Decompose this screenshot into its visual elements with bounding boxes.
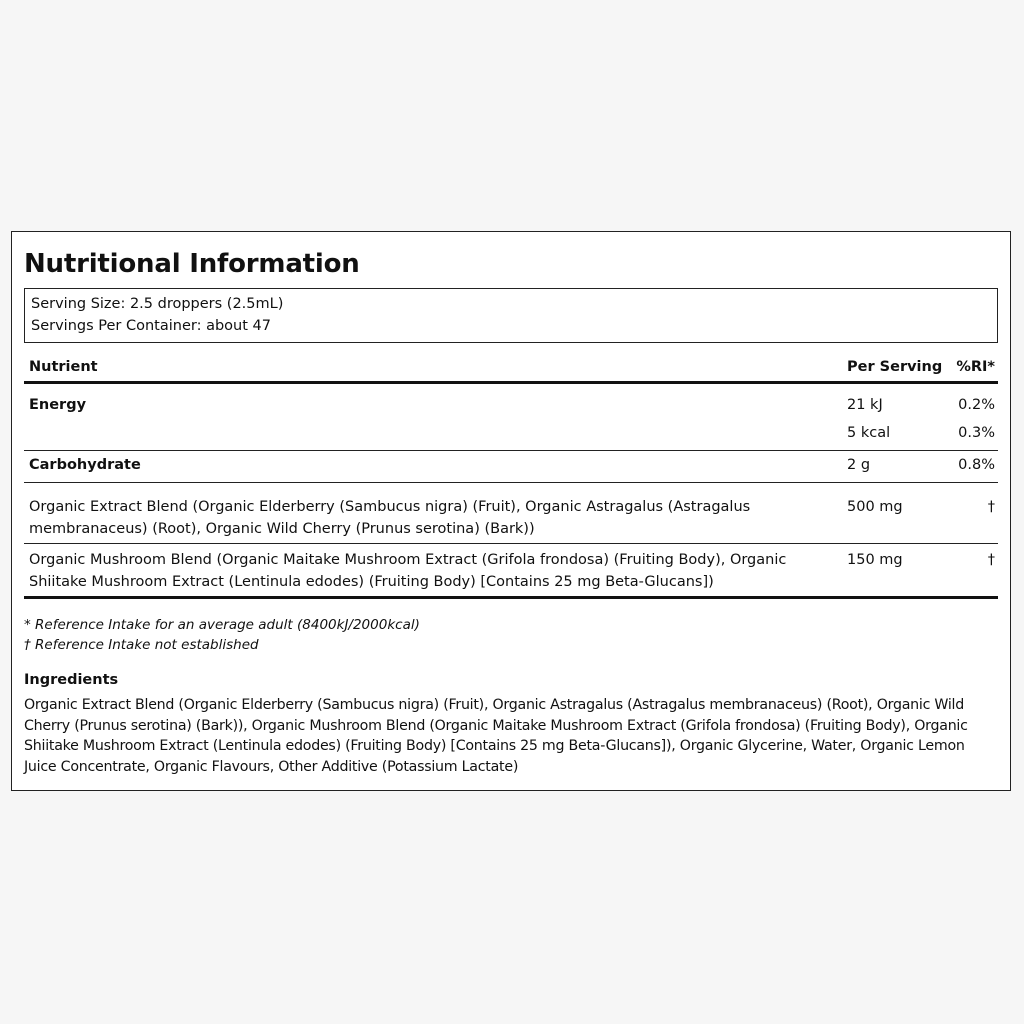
dagger-footnote: † Reference Intake not established — [24, 637, 259, 653]
energy-kcal-value: 5 kcal — [847, 425, 891, 441]
carbohydrate-value: 2 g — [847, 457, 871, 473]
energy-kj-value: 21 kJ — [847, 397, 883, 413]
page-title: Nutritional Information — [24, 249, 360, 279]
extract-blend-ri: † — [987, 499, 995, 515]
serving-info-box — [24, 288, 998, 343]
table-row-extract-blend — [24, 483, 998, 544]
table-row-carbohydrate — [24, 451, 998, 483]
nutrient-name-energy: Energy — [29, 397, 87, 413]
table-header-row — [24, 355, 998, 384]
extract-blend-value: 500 mg — [847, 499, 903, 515]
energy-kj-ri: 0.2% — [958, 397, 995, 413]
table-row-energy-kcal — [24, 416, 998, 451]
mushroom-blend-ri: † — [987, 552, 995, 568]
ri-footnote: * Reference Intake for an average adult (8400kJ/2000kcal) — [24, 617, 420, 633]
servings-per-container: Servings Per Container: about 47 — [31, 317, 271, 334]
nutrient-name-carbohydrate: Carbohydrate — [29, 457, 141, 473]
serving-size: Serving Size: 2.5 droppers (2.5mL) — [31, 296, 284, 312]
ingredients-heading: Ingredients — [24, 672, 119, 688]
table-row-mushroom-blend — [24, 544, 998, 599]
header-per-serving: Per Serving — [847, 359, 943, 375]
footnotes — [24, 615, 998, 655]
header-nutrient: Nutrient — [29, 359, 98, 375]
nutrient-name-mushroom-blend: Organic Mushroom Blend (Organic Maitake Mushroom Extract (Grifola frondosa) (Fruiting Body), Organic Shiitake Mushroom Extract (Lentinula edodes) (Fruiting Body) [Contains 25 mg Beta-Glucans]) — [29, 552, 787, 590]
nutrition-table — [24, 355, 998, 599]
mushroom-blend-value: 150 mg — [847, 552, 903, 568]
nutrition-panel — [11, 231, 1011, 791]
energy-kcal-ri: 0.3% — [958, 425, 995, 441]
header-ri: %RI* — [956, 359, 995, 375]
ingredients-text: Organic Extract Blend (Organic Elderberry (Sambucus nigra) (Fruit), Organic Astragalus (Astragalus membranaceus) (Root), Organic Wild Cherry (Prunus serotina) (Bark)), Organic Mushroom Blend (Organic Maitake Mushroom Extract (Grifola frondosa) (Fruiting Body), Organic Shiitake Mushroom Extract (Lentinula edodes) (Fruiting Body) [Contains 25 mg Beta-Glucans]), Organic Glycerine, Water, Organic Lemon Juice Concentrate, Organic Flavours, Other Additive (Potassium Lactate) — [24, 697, 968, 775]
table-row-energy-kj — [24, 384, 998, 416]
carbohydrate-ri: 0.8% — [958, 457, 995, 473]
nutrient-name-extract-blend: Organic Extract Blend (Organic Elderberry (Sambucus nigra) (Fruit), Organic Astragalus (Astragalus membranaceus) (Root), Organic Wild Cherry (Prunus serotina) (Bark)) — [29, 499, 751, 537]
